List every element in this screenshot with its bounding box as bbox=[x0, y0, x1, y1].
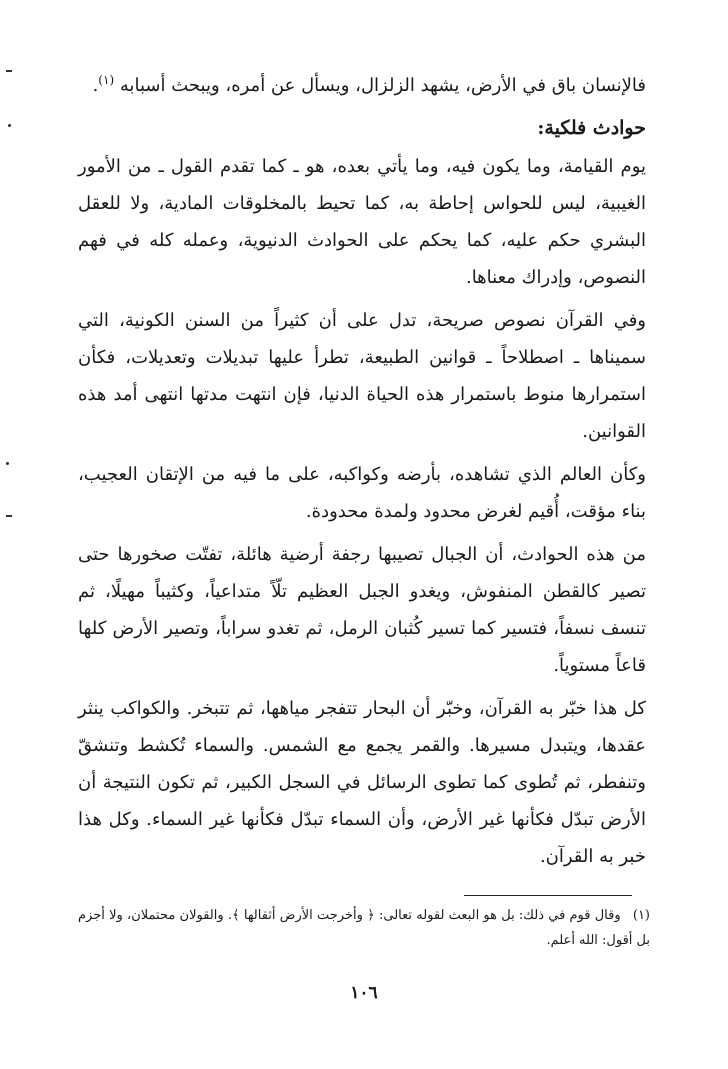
intro-tail: . bbox=[92, 75, 99, 96]
intro-text: فالإنسان باق في الأرض، يشهد الزلزال، ويسأل عن أمره، ويبحث أسبابه bbox=[119, 75, 646, 96]
footnote-text: وقال قوم في ذلك: بل هو البعث لقوله تعالى: ﴿ وأخرجت الأرض أثقالها ﴾. والقولان محتملان، ولا أجزم بل أقول: الله أعلم. bbox=[78, 908, 650, 948]
paragraph: وفي القرآن نصوص صريحة، تدل على أن كثيراً من السنن الكونية، التي سميناها ـ اصطلاحاً ـ قوانين الطبيعة، تطرأ عليها تبديلات وتعديلات، فكأن استمرارها منوط باستمرار هذه الحياة الدنيا، فإن انتهت مدتها انتهى أمد هذه القوانين. bbox=[78, 310, 646, 442]
margin-mark bbox=[8, 124, 11, 127]
footnote bbox=[78, 903, 650, 953]
paragraph: وكأن العالم الذي تشاهده، بأرضه وكواكبه، على ما فيه من الإتقان العجيب، بناء مؤقت، أُقيم لغرض محدود ولمدة محدودة. bbox=[78, 464, 646, 522]
page-number: ١٠٦ bbox=[350, 983, 378, 1003]
footnote-number: (١) bbox=[632, 908, 650, 923]
section-heading: حوادث فلكية: bbox=[537, 117, 646, 139]
main-text bbox=[78, 62, 646, 881]
intro-paragraph bbox=[78, 62, 646, 104]
margin-mark bbox=[6, 70, 12, 72]
paragraph: من هذه الحوادث، أن الجبال تصيبها رجفة أرضية هائلة، تفتّت صخورها حتى تصير كالقطن المنفوش، ويغدو الجبل العظيم تلّاً متداعياً، وكثيباً مهيلًا، ثم تنسف نسفاً، فتسير كما تسير كُثبان الرمل، ثم تغدو سراباً، وتصير الأرض كلها قاعاً مستوياً. bbox=[78, 544, 646, 676]
paragraph: كل هذا خبّر به القرآن، وخبّر أن البحار تتفجر مياهها، ثم تتبخر. والكواكب ينثر عقدها، ويتبدل مسيرها. والقمر يجمع مع الشمس. والسماء تُكشط وتنشقّ وتنفطر، ثم تُطوى كما تطوى الرسائل في السجل الكبير، ثم تكون النتيجة أن الأرض تبدّل فكأنها غير الأرض، وأن السماء تبدّل فكأنها غير السماء. وكل هذا خبر به القرآن. bbox=[78, 698, 646, 867]
margin-mark bbox=[6, 462, 9, 465]
margin-mark bbox=[6, 515, 12, 517]
footnote-separator bbox=[464, 895, 632, 896]
paragraph: يوم القيامة، وما يكون فيه، وما يأتي بعده، هو ـ كما تقدم القول ـ من الأمور الغيبية، ليس للحواس إحاطة به، كما تحيط بالمخلوقات المادية، ولا للعقل البشري حكم عليه، كما يحكم على الحوادث الدنيوية، وعمله كله في فهم النصوص، وإدراك معناها. bbox=[78, 156, 647, 288]
footnote-reference[interactable]: (١) bbox=[98, 73, 115, 87]
